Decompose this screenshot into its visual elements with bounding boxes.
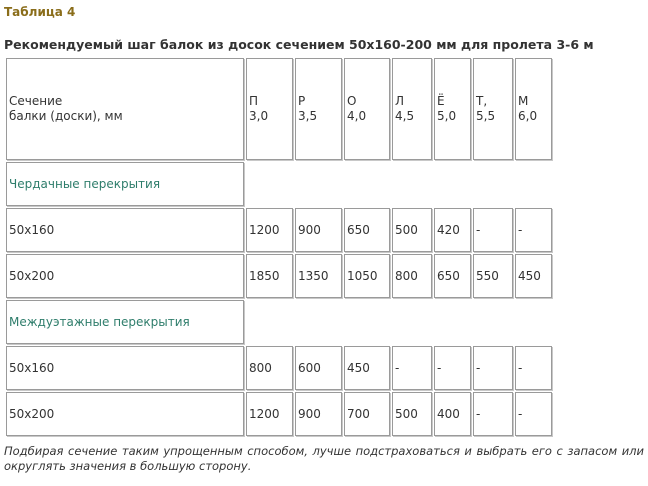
header-span-cell [515,58,552,160]
header-span-letter: Л [395,94,405,108]
table-cell: 500 [392,208,432,252]
table-cell: 400 [434,392,471,436]
beam-spacing-table [4,56,554,438]
table-cell: 650 [344,208,390,252]
header-span-letter: М [518,94,529,108]
header-span-cell [434,58,471,160]
header-span-value: 6,0 [518,109,538,123]
table-row [6,346,552,390]
table-number-label: Таблица 4 [4,5,76,19]
header-section-cell [6,58,244,160]
header-span-value: 5,0 [437,109,457,123]
table-cell: 420 [434,208,471,252]
table-cell: - [473,346,513,390]
section-row [6,162,552,206]
header-span-letter: Р [298,94,306,108]
table-cell: 600 [295,346,342,390]
footnote-text: Подбирая сечение таким упрощенным способом, лучше подстраховаться и выбрать его с запасом или округлять значения в большую сторону. [4,444,644,473]
table-cell: 500 [392,392,432,436]
header-span-value: 3,5 [298,109,318,123]
table-cell: - [392,346,432,390]
header-span-letter: П [249,94,259,108]
header-span-letter: О [347,94,357,108]
header-span-value: 4,0 [347,109,367,123]
table-row [6,392,552,436]
table-cell: 800 [246,346,293,390]
table-header-row [6,58,552,160]
table-title: Рекомендуемый шаг балок из досок сечением 50х160-200 мм для пролета 3-6 м [4,37,594,52]
row-label: 50х200 [6,254,244,298]
table-cell: 650 [434,254,471,298]
table-cell: 800 [392,254,432,298]
header-span-value: 3,0 [249,109,269,123]
table-cell: 1050 [344,254,390,298]
table-cell: - [473,208,513,252]
section-title: Междуэтажные перекрытия [6,300,244,344]
header-span-cell [295,58,342,160]
table-cell: 1200 [246,208,293,252]
table-row [6,208,552,252]
table-cell: 1200 [246,392,293,436]
table-cell: - [515,346,552,390]
row-label: 50х160 [6,208,244,252]
table-cell: - [515,392,552,436]
header-span-letter: Ё [437,94,445,108]
header-span-value: 4,5 [395,109,415,123]
header-section-line1: Сечение [9,94,63,108]
header-span-cell [392,58,432,160]
table-cell: 900 [295,392,342,436]
table-cell: 450 [344,346,390,390]
section-row [6,300,552,344]
header-span-cell [344,58,390,160]
table-cell: 1350 [295,254,342,298]
header-span-cell [246,58,293,160]
table-cell: 450 [515,254,552,298]
row-label: 50х200 [6,392,244,436]
header-section-line2: балки (доски), мм [9,109,123,123]
table-cell: 900 [295,208,342,252]
table-cell: 1850 [246,254,293,298]
table-cell: - [473,392,513,436]
header-span-value: 5,5 [476,109,496,123]
section-title: Чердачные перекрытия [6,162,244,206]
table-cell: 550 [473,254,513,298]
header-span-cell [473,58,513,160]
table-cell: - [515,208,552,252]
header-span-letter: Т, [476,94,488,108]
table-cell: - [434,346,471,390]
table-cell: 700 [344,392,390,436]
row-label: 50х160 [6,346,244,390]
table-row [6,254,552,298]
